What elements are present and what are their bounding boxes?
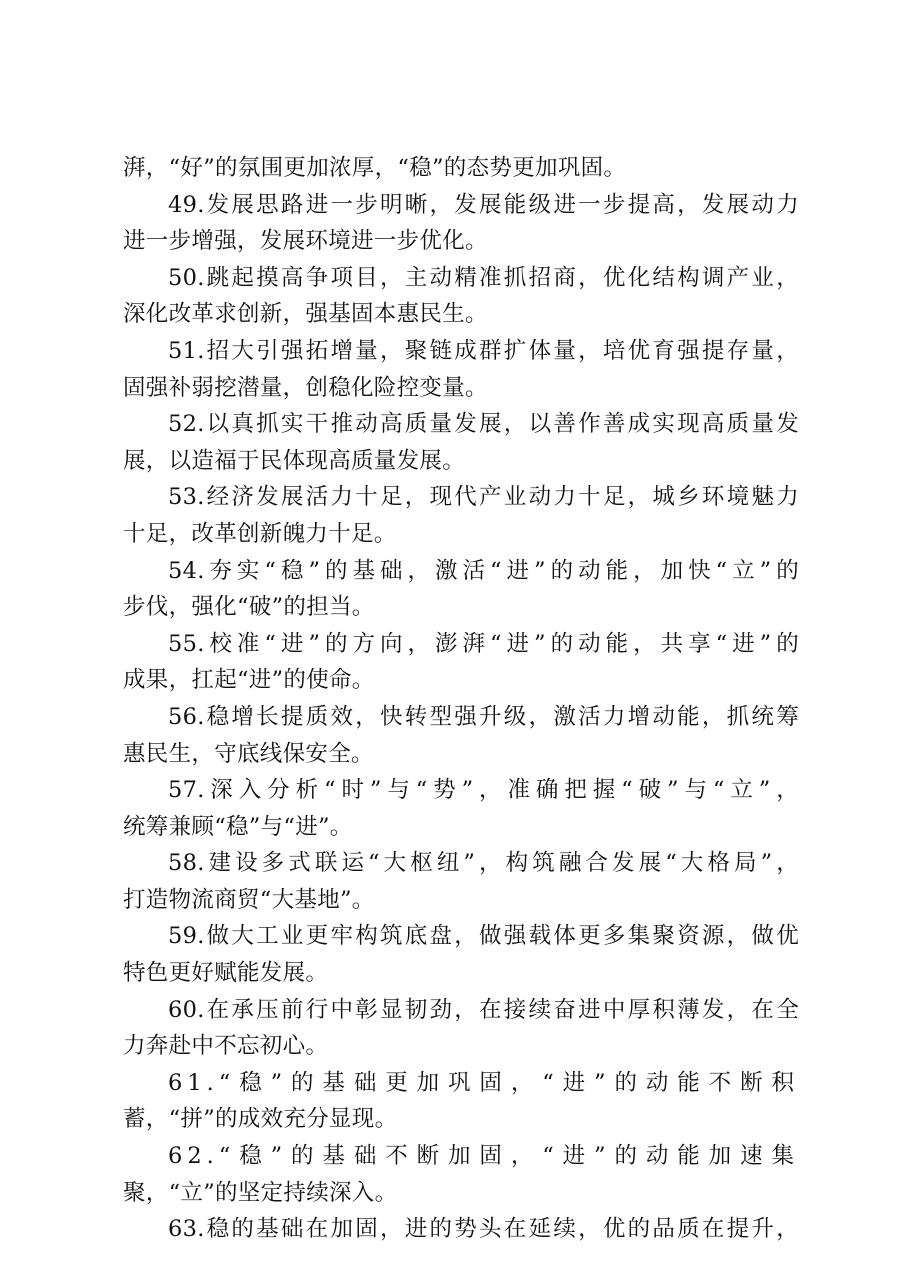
- item-59-line-1: 59.做大工业更牢构筑底盘，做强载体更多集聚资源，做优: [168, 923, 799, 950]
- item-50-line-2: 深化改革求创新，强基固本惠民生。: [123, 301, 488, 328]
- text-line: 湃，“好”的氛围更加浓厚，“稳”的态势更加巩固。: [123, 155, 627, 181]
- item-51-line-1: 51.招大引强拓增量，聚链成群扩体量，培优育强提存量，: [168, 337, 799, 364]
- item-52-line-2: 展，以造福于民体现高质量发展。: [123, 447, 466, 474]
- item-49-line-1: 49.发展思路进一步明晰，发展能级进一步提高，发展动力: [168, 191, 799, 218]
- item-58-line-2: 打造物流商贸“大基地”。: [123, 886, 375, 913]
- item-61-line-2: 蓄，“拼”的成效充分显现。: [123, 1106, 398, 1133]
- item-55-line-1: 55.校准“进”的方向，澎湃“进”的动能，共享“进”的: [168, 630, 799, 657]
- item-53-line-2: 十足，改革创新魄力十足。: [123, 520, 397, 547]
- item-53-line-1: 53.经济发展活力十足，现代产业动力十足，城乡环境魅力: [168, 484, 799, 511]
- document-body: [123, 150, 799, 1248]
- item-61-line-1: 61.“稳”的基础更加巩固，“进”的动能不断积: [168, 1069, 799, 1096]
- item-54-line-1: 54.夯实“稳”的基础，激活“进”的动能，加快“立”的: [168, 557, 799, 584]
- item-60-line-2: 力奔赴中不忘初心。: [123, 1033, 329, 1060]
- item-52-line-1: 52.以真抓实干推动高质量发展，以善作善成实现高质量发: [168, 411, 799, 438]
- item-55-line-2: 成果，扛起“进”的使命。: [123, 667, 375, 694]
- item-63-line-1: 63.稳的基础在加固，进的势头在延续，优的品质在提升，: [168, 1216, 799, 1243]
- item-57-line-2: 统筹兼顾“稳”与“进”。: [123, 813, 353, 840]
- item-50-line-1: 50.跳起摸高争项目，主动精准抓招商，优化结构调产业，: [168, 264, 799, 291]
- item-62-line-1: 62.“稳”的基础不断加固，“进”的动能加速集: [168, 1143, 799, 1170]
- item-51-line-2: 固强补弱挖潜量，创稳化险控变量。: [123, 374, 488, 401]
- item-57-line-1: 57.深入分析“时”与“势”，准确把握“破”与“立”，: [168, 777, 799, 804]
- item-58-line-1: 58.建设多式联运“大枢纽”，构筑融合发展“大格局”，: [168, 850, 799, 877]
- item-56-line-2: 惠民生，守底线保安全。: [123, 740, 374, 767]
- item-59-line-2: 特色更好赋能发展。: [123, 960, 329, 987]
- item-54-line-2: 步伐，强化“破”的担当。: [123, 594, 375, 621]
- item-56-line-1: 56.稳增长提质效，快转型强升级，激活力增动能，抓统筹: [168, 703, 799, 730]
- item-62-line-2: 聚，“立”的坚定持续深入。: [123, 1179, 398, 1206]
- item-49-line-2: 进一步增强，发展环境进一步优化。: [123, 228, 488, 255]
- item-60-line-1: 60.在承压前行中彰显韧劲，在接续奋进中厚积薄发，在全: [168, 996, 799, 1023]
